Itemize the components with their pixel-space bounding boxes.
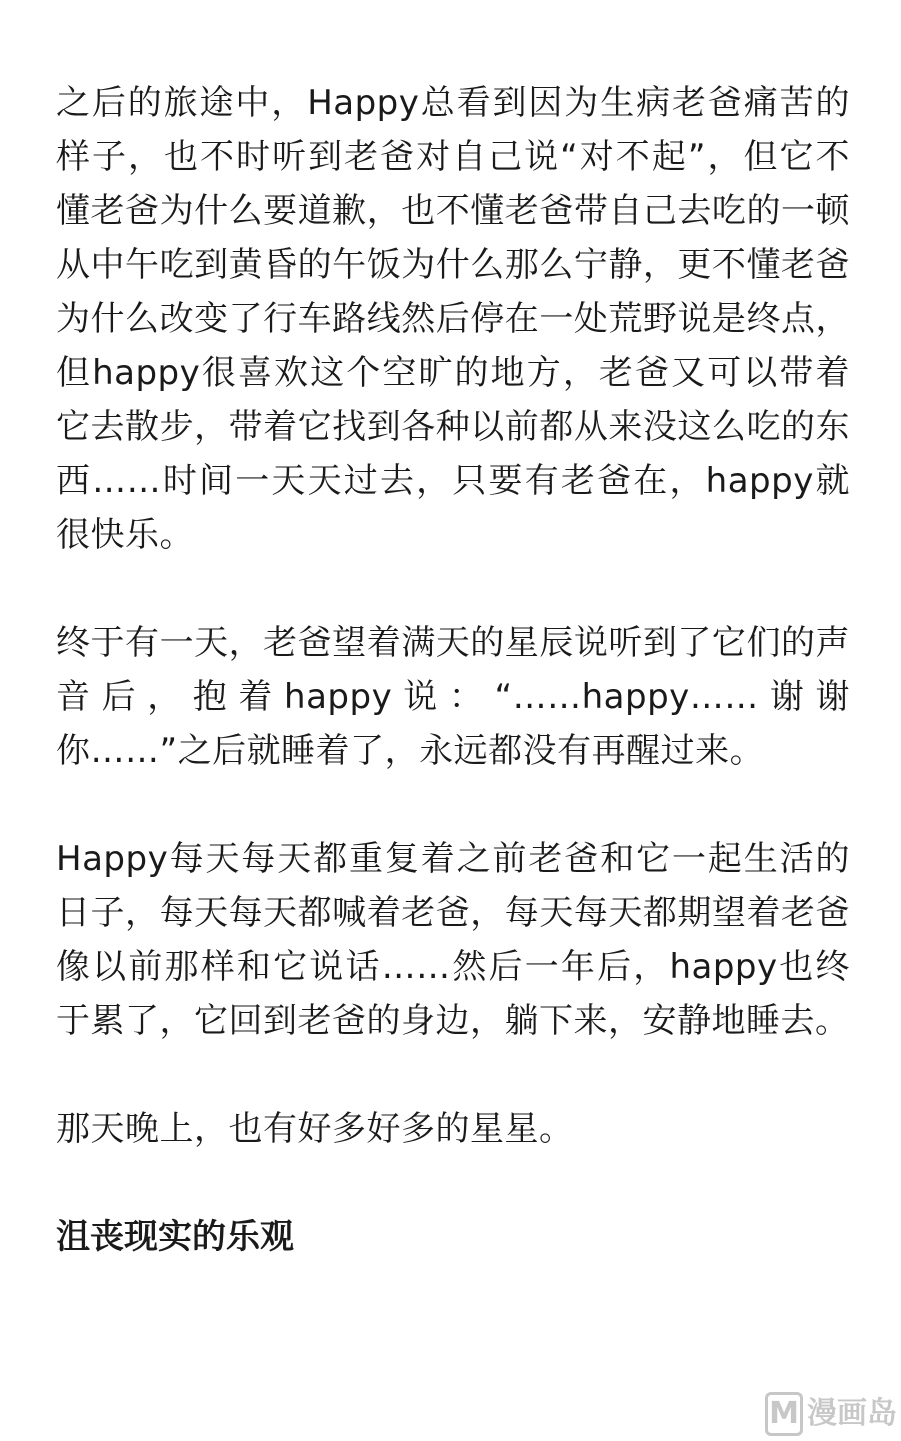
watermark-logo-icon: M: [765, 1392, 803, 1436]
paragraph-2: 终于有一天，老爸望着满天的星辰说听到了它们的声音后，抱着happy说：“……happy……谢谢你……”之后就睡着了，永远都没有再醒过来。: [56, 623, 850, 771]
article-body: [56, 76, 850, 1264]
section-heading: 沮丧现实的乐观: [56, 1217, 294, 1257]
paragraph-3: Happy每天每天都重复着之前老爸和它一起生活的日子，每天每天都喊着老爸，每天每天都期望着老爸像以前那样和它说话……然后一年后，happy也终于累了，它回到老爸的身边，躺下来，安静地睡去。: [56, 839, 850, 1041]
watermark-text: 漫画岛: [807, 1396, 897, 1431]
paragraph-1: 之后的旅途中，Happy总看到因为生病老爸痛苦的样子，也不时听到老爸对自己说“对不起”，但它不懂老爸为什么要道歉，也不懂老爸带自己去吃的一顿从中午吃到黄昏的午饭为什么那么宁静，更不懂老爸为什么改变了行车路线然后停在一处荒野说是终点，但happy很喜欢这个空旷的地方，老爸又可以带着它去散步，带着它找到各种以前都从来没这么吃的东西……时间一天天过去，只要有老爸在，happy就很快乐。: [56, 83, 850, 555]
watermark: [765, 1391, 897, 1437]
paragraph-4: 那天晚上，也有好多好多的星星。: [56, 1109, 574, 1149]
